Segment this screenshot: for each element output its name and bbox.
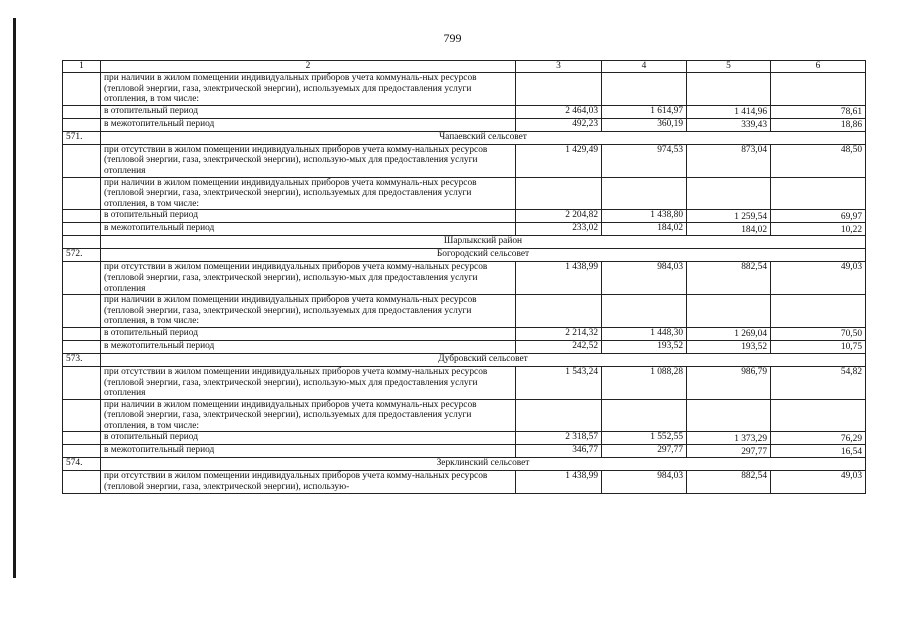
value-row [63, 223, 866, 236]
row-number: 573. [63, 353, 101, 366]
description-text: при наличии в жилом помещении индивидуальных приборов учета коммуналь-ных ресурсов (тепловой энергии, газа, электрической энергии), используемых для предоставления услуги отопления, в том числе: [101, 177, 516, 210]
value-col-5: 193,52 [687, 340, 771, 353]
value-col-4: 974,53 [602, 144, 687, 177]
value-col-5 [687, 73, 771, 106]
header-col-1: 1 [63, 61, 101, 73]
value-col-3: 2 214,32 [516, 327, 602, 340]
value-col-5: 1 259,54 [687, 210, 771, 223]
value-col-6: 18,86 [771, 118, 866, 131]
description-text: при отсутствии в жилом помещении индивидуальных приборов учета комму-нальных ресурсов (тепловой энергии, газа, электрической энергии), использую-мых для предоставления услуги отопления [101, 144, 516, 177]
row-number [63, 73, 101, 106]
row-number [63, 432, 101, 445]
row-number: 574. [63, 458, 101, 471]
row-number [63, 223, 101, 236]
value-col-4: 297,77 [602, 445, 687, 458]
row-number [63, 445, 101, 458]
value-col-3: 2 464,03 [516, 105, 602, 118]
row-number [63, 399, 101, 432]
value-col-4 [602, 177, 687, 210]
value-col-5: 882,54 [687, 471, 771, 493]
value-col-4: 984,03 [602, 471, 687, 493]
value-col-4: 360,19 [602, 118, 687, 131]
value-col-4 [602, 295, 687, 328]
period-label: в межотопительный период [101, 118, 516, 131]
description-row [63, 295, 866, 328]
value-col-5: 882,54 [687, 262, 771, 295]
period-label: в межотопительный период [101, 340, 516, 353]
description-row [63, 144, 866, 177]
description-text: при отсутствии в жилом помещении индивидуальных приборов учета комму-нальных ресурсов (тепловой энергии, газа, электрической энергии), использую-мых для предоставления услуги отопления [101, 366, 516, 399]
value-col-3: 346,77 [516, 445, 602, 458]
row-number: 572. [63, 249, 101, 262]
value-col-4: 1 614,97 [602, 105, 687, 118]
period-label: в отопительный период [101, 210, 516, 223]
value-col-3: 2 318,57 [516, 432, 602, 445]
description-row [63, 471, 866, 493]
row-number [63, 340, 101, 353]
value-col-6 [771, 399, 866, 432]
district-title: Шарлыкский район [101, 236, 866, 249]
value-col-4: 184,02 [602, 223, 687, 236]
value-col-5 [687, 295, 771, 328]
description-row [63, 399, 866, 432]
value-col-5: 1 269,04 [687, 327, 771, 340]
value-col-3: 242,52 [516, 340, 602, 353]
value-col-4: 193,52 [602, 340, 687, 353]
value-col-3: 492,23 [516, 118, 602, 131]
value-col-4: 1 438,80 [602, 210, 687, 223]
header-col-5: 5 [687, 61, 771, 73]
period-label: в межотопительный период [101, 445, 516, 458]
value-col-6: 54,82 [771, 366, 866, 399]
description-row [63, 73, 866, 106]
value-col-6: 49,03 [771, 471, 866, 493]
value-col-3 [516, 399, 602, 432]
value-col-3 [516, 295, 602, 328]
value-col-5 [687, 177, 771, 210]
row-number [63, 144, 101, 177]
section-row [63, 353, 866, 366]
value-col-6: 10,75 [771, 340, 866, 353]
value-col-6: 10,22 [771, 223, 866, 236]
row-number [63, 262, 101, 295]
header-col-6: 6 [771, 61, 866, 73]
row-number [63, 327, 101, 340]
value-col-5: 873,04 [687, 144, 771, 177]
value-col-4: 1 088,28 [602, 366, 687, 399]
value-col-6: 69,97 [771, 210, 866, 223]
value-col-4 [602, 399, 687, 432]
header-col-2: 2 [101, 61, 516, 73]
header-col-4: 4 [602, 61, 687, 73]
value-col-6 [771, 73, 866, 106]
value-row [63, 105, 866, 118]
tariff-table [62, 60, 866, 494]
value-col-3: 233,02 [516, 223, 602, 236]
value-col-6: 78,61 [771, 105, 866, 118]
value-row [63, 118, 866, 131]
value-row [63, 432, 866, 445]
row-number [63, 471, 101, 493]
row-number [63, 236, 101, 249]
value-col-6: 16,54 [771, 445, 866, 458]
value-col-3: 1 429,49 [516, 144, 602, 177]
value-row [63, 210, 866, 223]
description-text: при наличии в жилом помещении индивидуальных приборов учета коммуналь-ных ресурсов (тепловой энергии, газа, электрической энергии), используемых для предоставления услуги отопления, в том числе: [101, 399, 516, 432]
value-row [63, 445, 866, 458]
period-label: в отопительный период [101, 105, 516, 118]
value-col-6 [771, 295, 866, 328]
value-col-5: 1 373,29 [687, 432, 771, 445]
value-col-4: 1 552,55 [602, 432, 687, 445]
row-number [63, 118, 101, 131]
page-number: 799 [443, 31, 462, 45]
header-col-3: 3 [516, 61, 602, 73]
row-number [63, 105, 101, 118]
value-col-6: 76,29 [771, 432, 866, 445]
value-col-3: 2 204,82 [516, 210, 602, 223]
section-title: Чапаевский сельсовет [101, 131, 866, 144]
value-col-3 [516, 73, 602, 106]
header-row [63, 61, 866, 73]
value-col-4: 1 448,30 [602, 327, 687, 340]
value-col-3: 1 438,99 [516, 471, 602, 493]
value-col-6 [771, 177, 866, 210]
value-col-6: 70,50 [771, 327, 866, 340]
value-col-6: 49,03 [771, 262, 866, 295]
row-number [63, 210, 101, 223]
value-col-3: 1 543,24 [516, 366, 602, 399]
value-col-5: 339,43 [687, 118, 771, 131]
value-col-6: 48,50 [771, 144, 866, 177]
value-col-4: 984,03 [602, 262, 687, 295]
period-label: в отопительный период [101, 327, 516, 340]
description-text: при отсутствии в жилом помещении индивидуальных приборов учета комму-нальных ресурсов (тепловой энергии, газа, электрической энергии), использую- [101, 471, 516, 493]
row-number: 571. [63, 131, 101, 144]
value-col-5: 184,02 [687, 223, 771, 236]
value-col-5 [687, 399, 771, 432]
row-number [63, 177, 101, 210]
page-edge-bar [13, 18, 16, 578]
section-title: Дубровский сельсовет [101, 353, 866, 366]
description-row [63, 262, 866, 295]
section-row [63, 249, 866, 262]
value-col-5: 1 414,96 [687, 105, 771, 118]
section-title: Богородский сельсовет [101, 249, 866, 262]
description-text: при наличии в жилом помещении индивидуальных приборов учета коммуналь-ных ресурсов (тепловой энергии, газа, электрической энергии), используемых для предоставления услуги отопления, в том числе: [101, 295, 516, 328]
section-row [63, 458, 866, 471]
section-row [63, 131, 866, 144]
value-col-5: 297,77 [687, 445, 771, 458]
value-row [63, 327, 866, 340]
row-number [63, 366, 101, 399]
value-col-5: 986,79 [687, 366, 771, 399]
description-text: при отсутствии в жилом помещении индивидуальных приборов учета комму-нальных ресурсов (тепловой энергии, газа, электрической энергии), использую-мых для предоставления услуги отопления [101, 262, 516, 295]
description-row [63, 177, 866, 210]
value-row [63, 340, 866, 353]
period-label: в отопительный период [101, 432, 516, 445]
section-title: Зерклинский сельсовет [101, 458, 866, 471]
period-label: в межотопительный период [101, 223, 516, 236]
description-text: при наличии в жилом помещении индивидуальных приборов учета коммуналь-ных ресурсов (тепловой энергии, газа, электрической энергии), используемых для предоставления услуги отопления, в том числе: [101, 73, 516, 106]
row-number [63, 295, 101, 328]
description-row [63, 366, 866, 399]
value-col-4 [602, 73, 687, 106]
value-col-3 [516, 177, 602, 210]
district-row [63, 236, 866, 249]
value-col-3: 1 438,99 [516, 262, 602, 295]
